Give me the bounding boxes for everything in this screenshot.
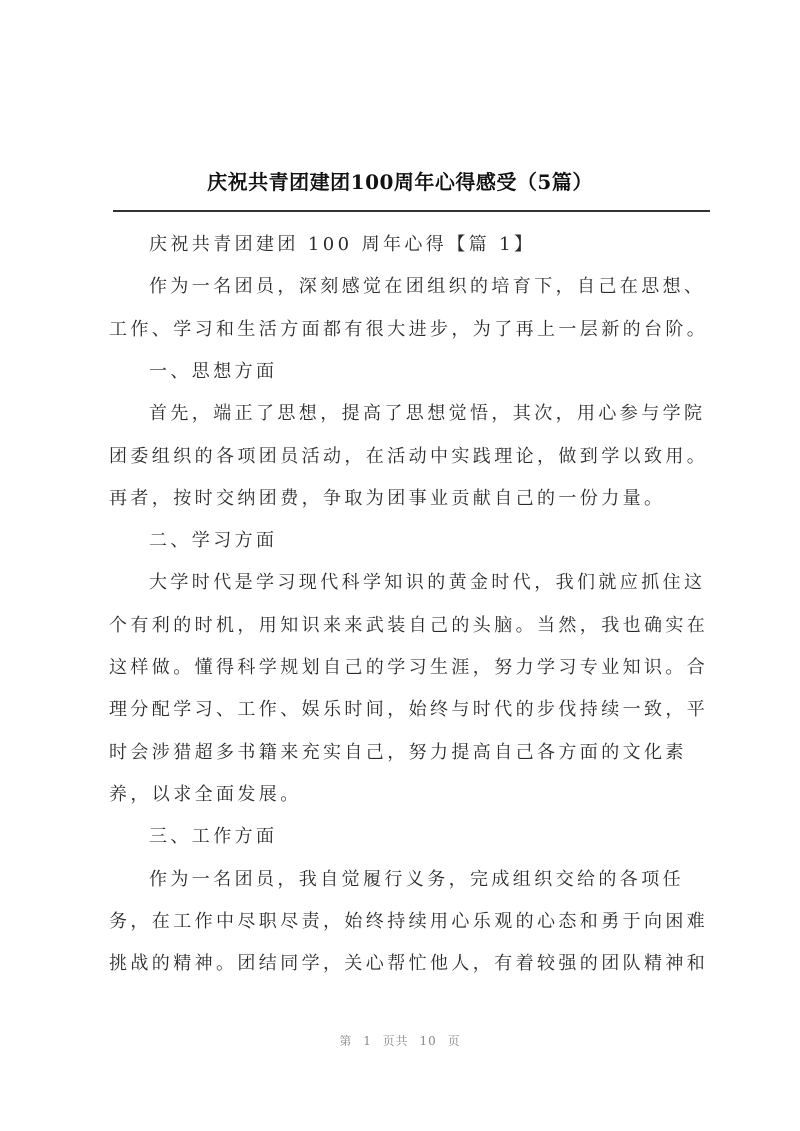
page-footer: 第 1 页共 10 页 — [339, 1034, 461, 1048]
text-line: 一、思想方面 — [149, 360, 278, 382]
document-title: 庆祝共青团建团100周年心得感受（5篇） — [207, 170, 593, 194]
text-line: 大学时代是学习现代科学知识的黄金时代，我们就应抓住这 — [149, 572, 706, 594]
text-line: 作为一名团员，我自觉履行义务，完成组织交给的各项任 — [149, 868, 684, 890]
text-line: 庆祝共青团建团 100 周年心得【篇 1】 — [149, 234, 536, 255]
text-line: 作为一名团员，深刻感觉在团组织的培育下，自己在思想、 — [149, 276, 706, 298]
text-line: 理分配学习、工作、娱乐时间，始终与时代的步伐持续一致，平 — [109, 699, 709, 721]
text-line: 时会涉猎超多书籍来充实自己，努力提高自己各方面的文化素 — [109, 741, 687, 763]
text-line: 首先，端正了思想，提高了思想觉悟，其次，用心参与学院 — [149, 403, 706, 425]
text-line: 工作、学习和生活方面都有很大进步，为了再上一层新的台阶。 — [109, 318, 709, 340]
text-line: 养，以求全面发展。 — [109, 783, 302, 805]
text-line: 二、学习方面 — [149, 530, 278, 552]
text-line: 团委组织的各项团员活动，在活动中实践理论，做到学以致用。 — [109, 445, 709, 467]
text-line: 再者，按时交纳团费，争取为团事业贡献自己的一份力量。 — [109, 487, 666, 509]
text-line: 个有利的时机，用知识来来武装自己的头脑。当然，我也确实在 — [109, 614, 709, 636]
text-line: 这样做。懂得科学规划自己的学习生涯，努力学习专业知识。合 — [109, 657, 709, 678]
text-line: 挑战的精神。团结同学，关心帮忙他人，有着较强的团队精神和 — [109, 953, 709, 975]
text-line: 务，在工作中尽职尽责，始终持续用心乐观的心态和勇于向困难 — [109, 910, 709, 932]
title-divider — [113, 210, 710, 212]
text-line: 三、工作方面 — [149, 826, 278, 848]
